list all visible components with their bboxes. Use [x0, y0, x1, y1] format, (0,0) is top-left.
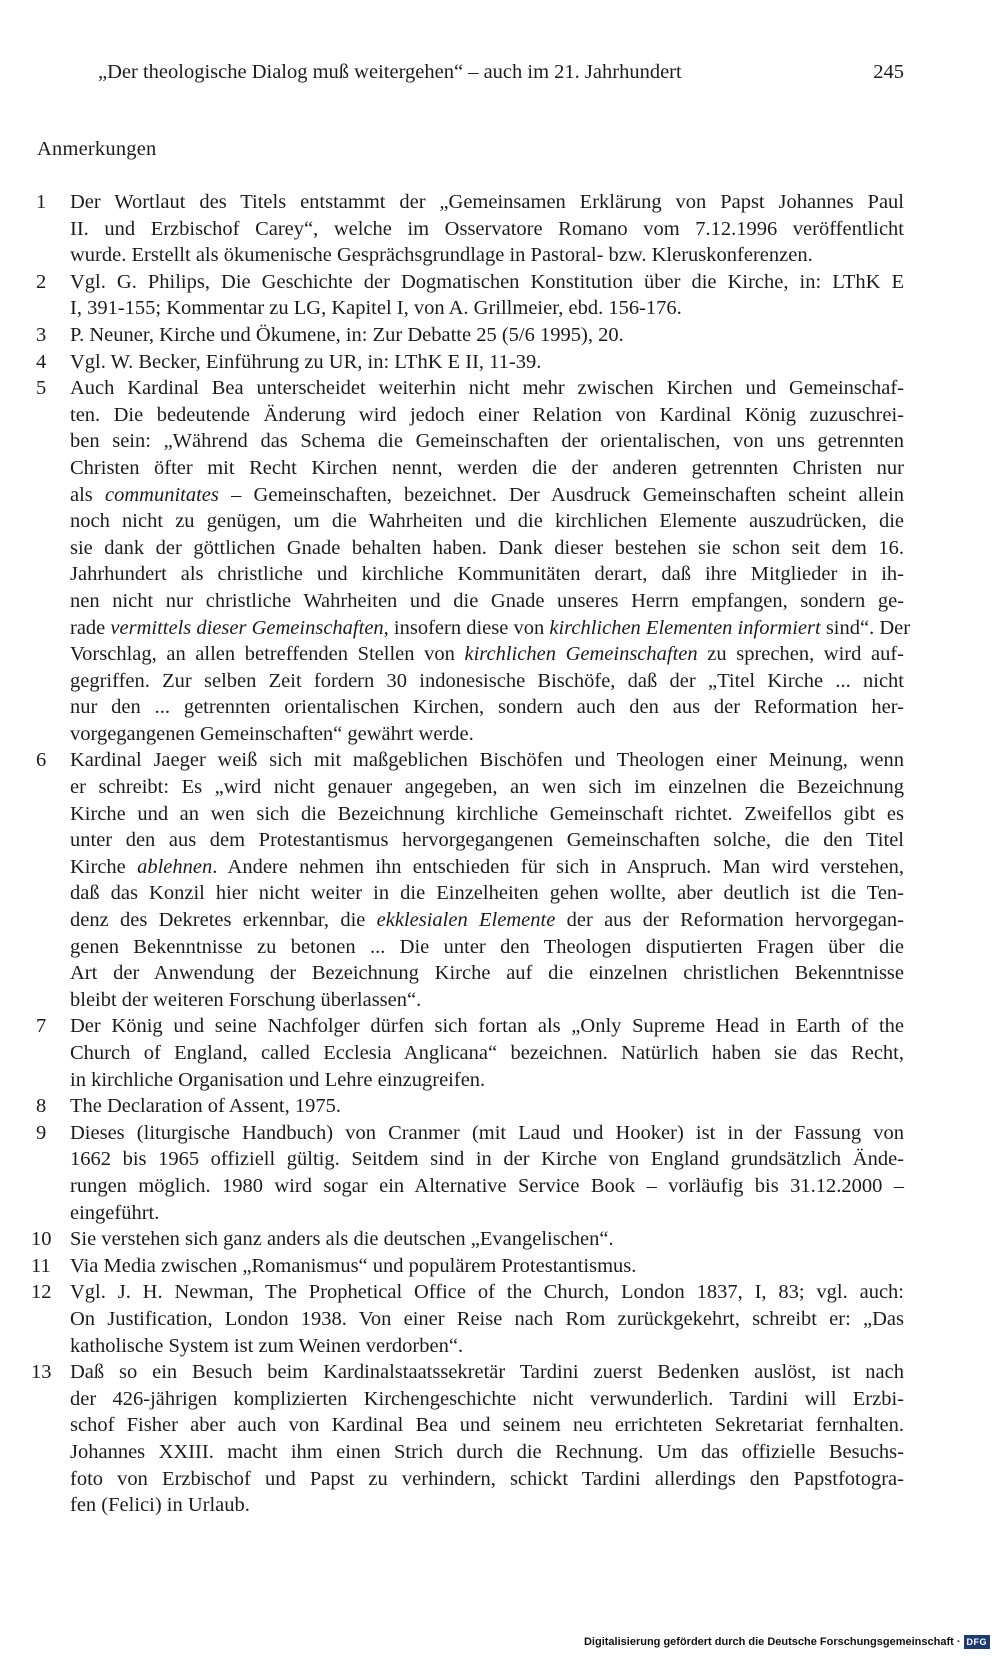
footnote-line: ten. Die bedeutende Änderung wird jedoch einer Relation von Kardinal König zuzuschrei- — [70, 403, 904, 426]
footnote — [36, 1013, 904, 1093]
footnote-line: II. und Erzbischof Carey“, welche im Osservatore Romano vom 7.12.1996 veröffentlicht — [70, 217, 904, 240]
footnote-line: eingeführt. — [70, 1201, 160, 1224]
footnote-line: sie dank der göttlichen Gnade behalten haben. Dank dieser bestehen sie schon seit dem 16. — [70, 536, 904, 559]
notes-list — [31, 189, 911, 1519]
footnote-line: P. Neuner, Kirche und Ökumene, in: Zur Debatte 25 (5/6 1995), 20. — [70, 323, 624, 346]
footnote-line: unter den aus dem Protestantismus hervorgegangenen Gemeinschaften solche, die den Titel — [70, 829, 904, 852]
footnote-line: der 426-jährigen komplizierten Kirchengeschichte nicht verwunderlich. Tardini will Erzbi- — [70, 1387, 904, 1410]
footnote-line: Vgl. G. Philips, Die Geschichte der Dogmatischen Konstitution über die Kirche, in: LThK E — [70, 270, 904, 293]
footnote-line: Jahrhundert als christliche und kirchliche Kommunitäten derart, daß ihre Mitglieder in ih- — [70, 563, 904, 586]
footnote-line: Auch Kardinal Bea unterscheidet weiterhin nicht mehr zwischen Kirchen und Gemeinschaf- — [70, 377, 904, 400]
footnote-line: noch nicht zu genügen, um die Wahrheiten und die kirchlichen Elemente auszudrücken, die — [70, 510, 904, 533]
footnote-line: wurde. Erstellt als ökumenische Gesprächsgrundlage in Pastoral- bzw. Kleruskonferenzen. — [70, 244, 813, 267]
footnote-line: bleibt der weiteren Forschung überlassen“. — [70, 988, 422, 1011]
footnote-line: Kardinal Jaeger weiß sich mit maßgeblichen Bischöfen und Theologen einer Meinung, wenn — [70, 749, 904, 772]
footnote-line: als communitates – Gemeinschaften, bezeichnet. Der Ausdruck Gemeinschaften scheint allein — [70, 483, 904, 506]
footnote — [31, 1226, 904, 1253]
footnote-number: 8 — [36, 1095, 47, 1118]
footnote — [36, 1093, 904, 1120]
footnote-number: 2 — [36, 270, 47, 293]
footnote-line: in kirchliche Organisation und Lehre einzugreifen. — [70, 1068, 486, 1091]
footnote — [36, 269, 904, 322]
footnote — [31, 1253, 904, 1280]
footnote-line: nen nicht nur christliche Wahrheiten und die Gnade unseres Herrn empfangen, sondern ge- — [70, 589, 904, 612]
footnote — [31, 1359, 904, 1519]
footnote-number: 4 — [36, 350, 47, 373]
footnote-line: daß das Konzil hier nicht weiter in die Einzelheiten gehen wollte, aber deutlich ist die Ten- — [70, 882, 904, 905]
footnote-line: nur den ... getrennten orientalischen Kirchen, sondern auch den aus der Reformation her- — [70, 696, 904, 719]
section-heading: Anmerkungen — [37, 138, 157, 160]
footnote-line: 1662 bis 1965 offiziell gültig. Seitdem sind in der Kirche von England grundsätzlich Ände- — [70, 1148, 904, 1171]
footnote-number: 5 — [36, 377, 47, 400]
footnote-line: ben sein: „Während das Schema die Gemeinschaften der orientalischen, von uns getrennten — [70, 430, 904, 453]
footnote-line: genen Bekenntnisse zu betonen ... Die unter den Theologen disputierten Fragen über die — [70, 935, 904, 958]
footnote-number: 7 — [36, 1015, 47, 1038]
footnote-line: Christen öfter mit Recht Kirchen nennt, werden die der anderen getrennten Christen nur — [70, 456, 904, 479]
footnote-line: Church of England, called Ecclesia Anglicana“ bezeichnen. Natürlich haben sie das Recht, — [70, 1042, 904, 1064]
footnote-number: 3 — [36, 323, 47, 346]
dfg-logo: DFG — [964, 1635, 991, 1649]
footnote-line: I, 391-155; Kommentar zu LG, Kapitel I, von A. Grillmeier, ebd. 156-176. — [70, 297, 682, 320]
footnote — [36, 375, 911, 747]
footnote-number: 6 — [36, 749, 47, 772]
footnote-line: Johannes XXIII. macht ihm einen Strich durch die Rechnung. Um das offizielle Besuchs- — [70, 1440, 904, 1463]
footnote-line: rade vermittels dieser Gemeinschaften, insofern diese von kirchlichen Elementen informiert sind“. Der — [70, 616, 911, 639]
footnote-line: katholische System ist zum Weinen verdorben“. — [70, 1334, 464, 1357]
footnote-line: Der Wortlaut des Titels entstammt der „Gemeinsamen Erklärung von Papst Johannes Paul — [70, 191, 904, 213]
footnote-line: denz des Dekretes erkennbar, die ekklesialen Elemente der aus der Reformation hervorgegan- — [70, 909, 904, 932]
footnote-line: On Justification, London 1938. Von einer Reise nach Rom zurückgekehrt, schreibt er: „Das — [70, 1307, 904, 1330]
footnote — [36, 189, 904, 269]
emphasis-text: kirchlichen Elementen informiert — [549, 616, 821, 639]
footnote — [36, 349, 904, 376]
emphasis-text: communitates — [104, 483, 219, 506]
footnote-number: 12 — [31, 1281, 52, 1304]
footnote-line: gegriffen. Zur selben Zeit fordern 30 indonesische Bischöfe, daß der „Titel Kirche ... nicht — [70, 669, 904, 692]
footnote-line: er schreibt: Es „wird nicht genauer angegeben, an wen sich im einzelnen die Bezeichnung — [70, 776, 904, 799]
footnote-line: Vorschlag, an allen betreffenden Stellen von kirchlichen Gemeinschaften zu sprechen, wird auf- — [70, 643, 904, 666]
footnote-line: fen (Felici) in Urlaub. — [70, 1494, 250, 1517]
running-head — [98, 56, 904, 88]
footnote-line: Art der Anwendung der Bezeichnung Kirche auf die einzelnen christlichen Bekenntnisse — [70, 962, 904, 985]
emphasis-text: ablehnen — [137, 855, 213, 878]
footnote-number: 13 — [31, 1361, 52, 1384]
footnote — [31, 1279, 904, 1359]
footnote-line: vorgegangenen Gemeinschaften“ gewährt werde. — [70, 722, 474, 745]
emphasis-text: vermittels dieser Gemeinschaften — [110, 616, 384, 639]
footnote — [36, 322, 904, 349]
footnote-line: Der König und seine Nachfolger dürfen sich fortan als „Only Supreme Head in Earth of the — [70, 1015, 904, 1038]
footnote-number: 10 — [31, 1228, 52, 1251]
page-number: 245 — [873, 61, 904, 83]
footnote-number: 9 — [36, 1121, 47, 1144]
footnote-line: Daß so ein Besuch beim Kardinalstaatssekretär Tardini zuerst Bedenken auslöst, ist nach — [70, 1361, 904, 1384]
footnote-line: rungen möglich. 1980 wird sogar ein Alternative Service Book – vorläufig bis 31.12.2000 – — [70, 1174, 904, 1197]
footnote-line: Vgl. W. Becker, Einführung zu UR, in: LThK E II, 11-39. — [70, 350, 542, 373]
footnote-number: 11 — [31, 1254, 51, 1277]
footnote-line: Vgl. J. H. Newman, The Prophetical Office of the Church, London 1837, I, 83; vgl. auch: — [70, 1281, 904, 1304]
footnote-line: Dieses (liturgische Handbuch) von Cranmer (mit Laud und Hooker) ist in der Fassung von — [70, 1121, 904, 1144]
footnote-line: The Declaration of Assent, 1975. — [70, 1095, 341, 1118]
footnote-number: 1 — [36, 191, 47, 213]
footnote-line: Sie verstehen sich ganz anders als die deutschen „Evangelischen“. — [70, 1228, 614, 1251]
footnote — [36, 1120, 904, 1226]
running-head-title: „Der theologische Dialog muß weitergehen“ – auch im 21. Jahrhundert — [98, 61, 682, 83]
footnote-line: Kirche ablehnen. Andere nehmen ihn entschieden für sich in Anspruch. Man wird verstehen, — [70, 855, 905, 878]
footnote-line: Via Media zwischen „Romanismus“ und populärem Protestantismus. — [70, 1254, 637, 1277]
footnote-line: Kirche und an wen sich die Bezeichnung kirchliche Gemeinschaft richtet. Zweifellos gibt es — [70, 802, 904, 825]
emphasis-text: ekklesialen Elemente — [376, 909, 556, 932]
footnote-line: foto von Erzbischof und Papst zu verhindern, schickt Tardini allerdings den Papstfotogra- — [70, 1467, 904, 1490]
footer-credit — [584, 1634, 990, 1650]
emphasis-text: kirchlichen Gemeinschaften — [464, 643, 698, 666]
footnote — [36, 747, 904, 1013]
footnote-line: schof Fisher aber auch von Kardinal Bea und seinem neu errichteten Sekretariat fernhalten. — [70, 1414, 904, 1437]
footer-text: Digitalisierung gefördert durch die Deutsche Forschungsgemeinschaft · — [583, 1636, 961, 1648]
